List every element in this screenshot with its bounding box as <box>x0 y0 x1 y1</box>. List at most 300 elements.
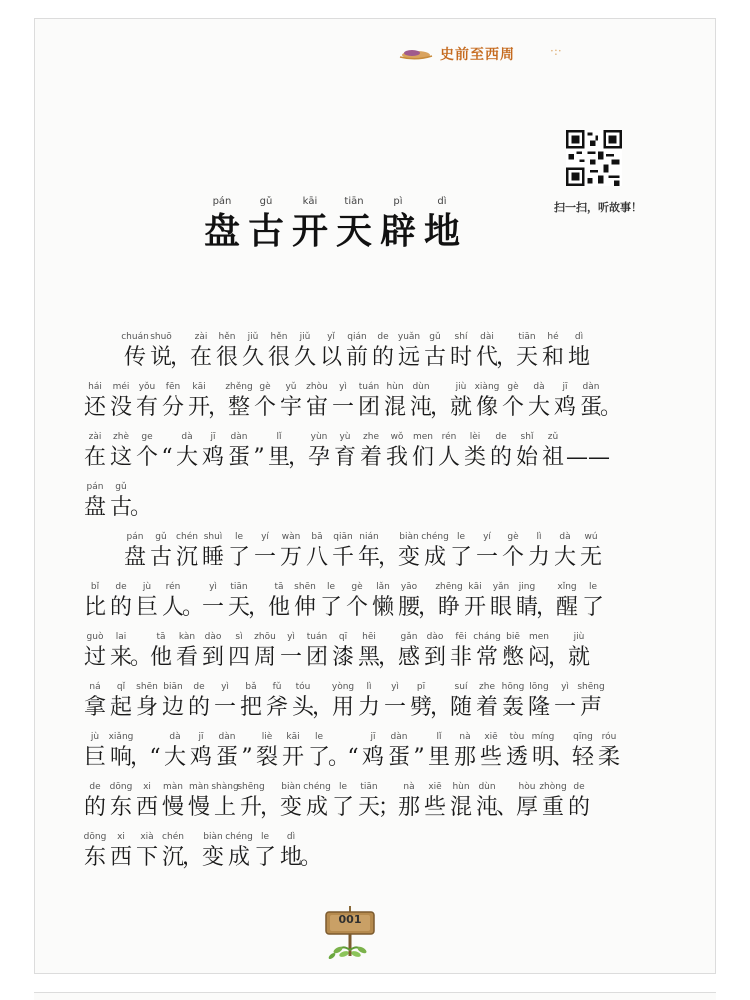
pinyin: fǔ <box>272 682 282 692</box>
hanzi: 盘 <box>83 495 106 520</box>
char-with-pinyin <box>396 330 422 372</box>
title-pinyin: gǔ <box>259 196 273 207</box>
hanzi: 。 <box>130 495 153 520</box>
hanzi: 一 <box>475 545 498 570</box>
pinyin: zài <box>194 332 208 342</box>
qr-caption: 扫一扫，听故事！ <box>554 201 642 214</box>
punctuation <box>288 430 311 472</box>
char-with-pinyin <box>410 430 436 472</box>
pinyin: xǐng <box>557 582 577 592</box>
punctuation <box>170 330 193 372</box>
punctuation <box>312 680 335 722</box>
title-char <box>376 196 420 252</box>
pinyin: tiān <box>230 582 248 592</box>
pinyin: shuō <box>150 332 172 342</box>
pinyin: xiē <box>428 782 442 792</box>
hanzi: 了 <box>581 595 604 620</box>
char-with-pinyin <box>82 680 108 722</box>
pinyin: zǔ <box>547 432 559 442</box>
hanzi: 这 <box>109 445 132 470</box>
char-with-pinyin <box>596 730 622 772</box>
hanzi: 睁 <box>437 595 460 620</box>
char-with-pinyin <box>578 530 604 572</box>
hanzi: 着 <box>475 695 498 720</box>
hanzi: 沉 <box>161 845 184 870</box>
hanzi: 西 <box>109 845 132 870</box>
pinyin: bǐ <box>90 582 100 592</box>
char-with-pinyin <box>266 580 292 622</box>
hanzi: 轻 <box>571 745 594 770</box>
char-with-pinyin <box>212 680 238 722</box>
hanzi: 非 <box>449 645 472 670</box>
pinyin: dà <box>169 732 181 742</box>
hanzi: 一 <box>331 395 354 420</box>
pinyin: le <box>326 582 336 592</box>
hanzi: 地 <box>279 845 302 870</box>
section-title: 史前至西周 <box>440 47 515 63</box>
hanzi: 天 <box>227 595 250 620</box>
char-with-pinyin <box>226 530 252 572</box>
text-line <box>82 630 592 672</box>
hanzi: 伸 <box>293 595 316 620</box>
page-number-tag-icon <box>318 902 382 964</box>
char-with-pinyin <box>370 330 396 372</box>
pinyin: shuì <box>203 532 223 542</box>
hanzi: 透 <box>505 745 528 770</box>
hanzi: 慢 <box>161 795 184 820</box>
pinyin: shēn <box>136 682 158 692</box>
pinyin: tuán <box>358 382 380 392</box>
char-with-pinyin <box>422 330 448 372</box>
pinyin: zhòng <box>539 782 567 792</box>
hanzi: 了 <box>331 795 354 820</box>
pinyin: le <box>314 732 324 742</box>
hanzi: 裂 <box>255 745 278 770</box>
text-line <box>82 580 606 622</box>
punctuation <box>300 830 323 872</box>
pinyin: yì <box>287 632 295 642</box>
text-line <box>82 780 592 822</box>
punctuation <box>346 730 360 772</box>
pinyin: jù <box>90 732 100 742</box>
text-line <box>82 830 323 872</box>
char-with-pinyin <box>500 530 526 572</box>
char-with-pinyin <box>304 780 330 822</box>
pinyin: biē <box>506 632 520 642</box>
char-with-pinyin <box>448 530 474 572</box>
char-with-pinyin <box>82 430 108 472</box>
hanzi: 那 <box>397 795 420 820</box>
char-with-pinyin <box>436 580 462 622</box>
hanzi: 代 <box>475 345 498 370</box>
char-with-pinyin <box>422 780 448 822</box>
hanzi: 到 <box>423 645 446 670</box>
hanzi: 懒 <box>371 595 394 620</box>
hanzi: 、 <box>552 745 575 770</box>
char-with-pinyin <box>108 380 134 422</box>
pinyin: kāi <box>468 582 482 592</box>
pinyin: róu <box>601 732 617 742</box>
pinyin: pán <box>126 532 144 542</box>
title-pinyin: tiān <box>344 196 364 207</box>
hanzi: “ <box>161 445 173 470</box>
char-with-pinyin <box>252 530 278 572</box>
pinyin: dì <box>574 332 584 342</box>
hanzi: ， <box>208 395 231 420</box>
pinyin: jī <box>210 432 216 442</box>
char-with-pinyin <box>514 430 540 472</box>
char-with-pinyin <box>318 330 344 372</box>
punctuation <box>412 730 426 772</box>
pinyin: hùn <box>386 382 404 392</box>
hanzi: 的 <box>187 695 210 720</box>
pinyin: jī <box>562 382 568 392</box>
char-with-pinyin <box>264 680 290 722</box>
char-with-pinyin <box>474 380 500 422</box>
char-with-pinyin <box>266 330 292 372</box>
hanzi: 万 <box>279 545 302 570</box>
char-with-pinyin <box>160 680 186 722</box>
pinyin: xià <box>140 832 154 842</box>
char-with-pinyin <box>488 430 514 472</box>
hanzi: 远 <box>397 345 420 370</box>
hanzi: 个 <box>253 395 276 420</box>
pinyin: yì <box>391 682 399 692</box>
char-with-pinyin <box>200 530 226 572</box>
hanzi: 久 <box>241 345 264 370</box>
hanzi: 。 <box>600 395 623 420</box>
char-with-pinyin <box>134 780 160 822</box>
pinyin: dùn <box>478 782 496 792</box>
hanzi: 和 <box>541 345 564 370</box>
char-with-pinyin <box>186 780 212 822</box>
char-with-pinyin <box>344 580 370 622</box>
hanzi: 蛋 <box>387 745 410 770</box>
char-with-pinyin <box>134 380 160 422</box>
hanzi: 。 <box>130 645 153 670</box>
hanzi: ； <box>378 795 401 820</box>
char-with-pinyin <box>214 730 240 772</box>
hanzi: 那 <box>453 745 476 770</box>
text-line <box>82 680 604 722</box>
hanzi: 的 <box>371 345 394 370</box>
punctuation <box>130 730 153 772</box>
hanzi: 重 <box>541 795 564 820</box>
hanzi: 大 <box>553 545 576 570</box>
pinyin: jī <box>370 732 376 742</box>
pinyin: dàn <box>230 432 248 442</box>
char-with-pinyin <box>238 680 264 722</box>
hanzi: 眼 <box>489 595 512 620</box>
hanzi: 的 <box>489 445 512 470</box>
next-page-edge <box>34 992 716 1000</box>
pinyin: zhōu <box>254 632 276 642</box>
sparkle-icon: ·:· <box>550 44 562 58</box>
pinyin: yì <box>209 582 217 592</box>
char-with-pinyin <box>226 830 252 872</box>
char-with-pinyin <box>82 830 108 872</box>
hanzi: 鸡 <box>189 745 212 770</box>
char-with-pinyin <box>488 580 514 622</box>
pinyin: gǔ <box>429 332 441 342</box>
punctuation <box>378 780 401 822</box>
text-line <box>82 430 610 472</box>
hanzi: 随 <box>449 695 472 720</box>
pinyin: xi <box>143 782 151 792</box>
hanzi: 成 <box>227 845 250 870</box>
pinyin: biàn <box>281 782 301 792</box>
hanzi: 就 <box>567 645 590 670</box>
pinyin: dào <box>426 632 444 642</box>
hanzi: 隆 <box>527 695 550 720</box>
hanzi: 没 <box>109 395 132 420</box>
pinyin: yì <box>561 682 569 692</box>
char-with-pinyin <box>382 680 408 722</box>
pinyin: dà <box>533 382 545 392</box>
pinyin: dà <box>559 532 571 542</box>
char-with-pinyin <box>422 530 448 572</box>
hanzi: 他 <box>149 645 172 670</box>
hanzi: 了 <box>319 595 342 620</box>
hanzi: 以 <box>319 345 342 370</box>
char-with-pinyin <box>526 530 552 572</box>
char-with-pinyin <box>396 780 422 822</box>
title-char <box>200 196 244 252</box>
pinyin: hēi <box>362 632 376 642</box>
pinyin: gè <box>507 382 519 392</box>
hanzi: ， <box>170 345 193 370</box>
char-with-pinyin <box>148 530 174 572</box>
char-with-pinyin <box>330 530 356 572</box>
punctuation <box>566 430 610 472</box>
hanzi: 轰 <box>501 695 524 720</box>
hanzi: ， <box>536 595 559 620</box>
char-with-pinyin <box>462 580 488 622</box>
pinyin: lǐ <box>276 432 282 442</box>
hanzi: 些 <box>479 745 502 770</box>
hanzi: 团 <box>357 395 380 420</box>
hanzi: 力 <box>357 695 380 720</box>
hanzi: 厚 <box>515 795 538 820</box>
char-with-pinyin <box>474 680 500 722</box>
char-with-pinyin <box>174 430 200 472</box>
char-with-pinyin <box>82 380 108 422</box>
pinyin: lai <box>115 632 127 642</box>
hanzi: 个 <box>501 395 524 420</box>
char-with-pinyin <box>226 380 252 422</box>
hanzi: 沌 <box>409 395 432 420</box>
title-pinyin: dì <box>437 196 447 207</box>
pinyin: zhěng <box>225 382 253 392</box>
hanzi: 边 <box>161 695 184 720</box>
hanzi: 一 <box>279 645 302 670</box>
hanzi: ， <box>312 695 335 720</box>
char-with-pinyin <box>252 830 278 872</box>
title-hanzi: 辟 <box>379 211 416 252</box>
char-with-pinyin <box>212 780 238 822</box>
hanzi: ， <box>288 445 311 470</box>
hanzi: 在 <box>83 445 106 470</box>
hanzi: 闷 <box>527 645 550 670</box>
pinyin: dào <box>204 632 222 642</box>
pinyin: lì <box>536 532 542 542</box>
char-with-pinyin <box>426 730 452 772</box>
pinyin: jing <box>518 582 536 592</box>
hanzi: 一 <box>253 545 276 570</box>
pinyin: chéng <box>421 532 449 542</box>
qr-code-icon[interactable] <box>566 130 622 186</box>
char-with-pinyin <box>304 630 330 672</box>
hanzi: 蛋 <box>579 395 602 420</box>
hanzi: 人 <box>437 445 460 470</box>
pinyin: lǎn <box>376 582 390 592</box>
hanzi: 人 <box>161 595 184 620</box>
pinyin: zhè <box>113 432 129 442</box>
pinyin: qǐ <box>116 682 126 692</box>
hanzi: 传 <box>123 345 146 370</box>
pinyin: chéng <box>225 832 253 842</box>
story-title <box>200 196 464 252</box>
hanzi: 到 <box>201 645 224 670</box>
hanzi: 年 <box>357 545 380 570</box>
pinyin: gè <box>259 382 271 392</box>
hanzi: 劈 <box>409 695 432 720</box>
punctuation <box>378 630 401 672</box>
hanzi: 明 <box>531 745 554 770</box>
pinyin: lì <box>366 682 372 692</box>
hanzi: 沉 <box>175 545 198 570</box>
pinyin: de <box>115 582 127 592</box>
pinyin: tòu <box>509 732 525 742</box>
pinyin: sì <box>235 632 243 642</box>
pinyin: méi <box>112 382 130 392</box>
char-with-pinyin <box>448 680 474 722</box>
hanzi: 用 <box>331 695 354 720</box>
hanzi: 他 <box>267 595 290 620</box>
pinyin: zhe <box>363 432 379 442</box>
hanzi: 黑 <box>357 645 380 670</box>
hanzi: 。 <box>182 595 205 620</box>
hanzi: ， <box>130 745 153 770</box>
pinyin: qī <box>338 632 348 642</box>
char-with-pinyin <box>188 730 214 772</box>
hanzi: ， <box>430 395 453 420</box>
pinyin: tiān <box>360 782 378 792</box>
hanzi: 感 <box>397 645 420 670</box>
hanzi: 还 <box>83 395 106 420</box>
hanzi: 天 <box>515 345 538 370</box>
text-line <box>82 480 153 522</box>
pinyin: shǐ <box>520 432 534 442</box>
hanzi: 整 <box>227 395 250 420</box>
pinyin: yuǎn <box>397 332 421 342</box>
char-with-pinyin <box>566 780 592 822</box>
hanzi: 古 <box>109 495 132 520</box>
punctuation <box>208 380 231 422</box>
pinyin: yǒu <box>138 382 156 392</box>
hanzi: 起 <box>109 695 132 720</box>
pinyin: shēng <box>237 782 265 792</box>
hanzi: 个 <box>345 595 368 620</box>
hanzi: ， <box>418 595 441 620</box>
pinyin: qián <box>347 332 367 342</box>
hanzi: 蛋 <box>215 745 238 770</box>
hanzi: 四 <box>227 645 250 670</box>
hanzi: 一 <box>201 595 224 620</box>
pinyin: de <box>573 782 585 792</box>
char-with-pinyin <box>514 330 540 372</box>
char-with-pinyin <box>304 530 330 572</box>
punctuation <box>378 530 401 572</box>
pinyin: yǔ <box>285 382 297 392</box>
punctuation <box>240 730 254 772</box>
char-with-pinyin <box>200 430 226 472</box>
pinyin: dàn <box>582 382 600 392</box>
pinyin: jiù <box>573 632 585 642</box>
pinyin: shēn <box>294 582 316 592</box>
pinyin: hōng <box>501 682 525 692</box>
hanzi: 比 <box>83 595 106 620</box>
char-with-pinyin <box>540 330 566 372</box>
char-with-pinyin <box>174 530 200 572</box>
pinyin: biàn <box>399 532 419 542</box>
char-with-pinyin <box>82 580 108 622</box>
punctuation <box>600 380 623 422</box>
hanzi: 憋 <box>501 645 524 670</box>
char-with-pinyin <box>344 330 370 372</box>
hanzi: ， <box>248 595 271 620</box>
char-with-pinyin <box>448 630 474 672</box>
hanzi: 育 <box>333 445 356 470</box>
pinyin: dì <box>286 832 296 842</box>
char-with-pinyin <box>280 730 306 772</box>
hanzi: 盘 <box>123 545 146 570</box>
pinyin: chén <box>162 832 184 842</box>
hanzi: 西 <box>135 795 158 820</box>
char-with-pinyin <box>396 630 422 672</box>
text-line <box>82 730 622 772</box>
hanzi: 大 <box>163 745 186 770</box>
pinyin: bā <box>311 532 323 542</box>
punctuation <box>430 680 453 722</box>
char-with-pinyin <box>448 330 474 372</box>
hanzi: 升 <box>239 795 262 820</box>
pinyin: dài <box>480 332 494 342</box>
hanzi: ， <box>548 645 571 670</box>
title-hanzi: 古 <box>247 211 284 252</box>
char-with-pinyin <box>160 780 186 822</box>
pinyin: tuán <box>306 632 328 642</box>
hanzi: ， <box>182 845 205 870</box>
text-line <box>122 530 604 572</box>
hanzi: 宙 <box>305 395 328 420</box>
char-with-pinyin <box>504 730 530 772</box>
punctuation <box>248 580 271 622</box>
pinyin: cháng <box>473 632 501 642</box>
punctuation <box>536 580 559 622</box>
hanzi: 祖 <box>541 445 564 470</box>
hanzi: 醒 <box>555 595 578 620</box>
char-with-pinyin <box>360 730 386 772</box>
pinyin: wàn <box>281 532 301 542</box>
pinyin: tóu <box>295 682 311 692</box>
char-with-pinyin <box>292 580 318 622</box>
hanzi: 分 <box>161 395 184 420</box>
punctuation <box>130 630 153 672</box>
pinyin: nián <box>359 532 379 542</box>
char-with-pinyin <box>254 730 280 772</box>
char-with-pinyin <box>134 580 160 622</box>
